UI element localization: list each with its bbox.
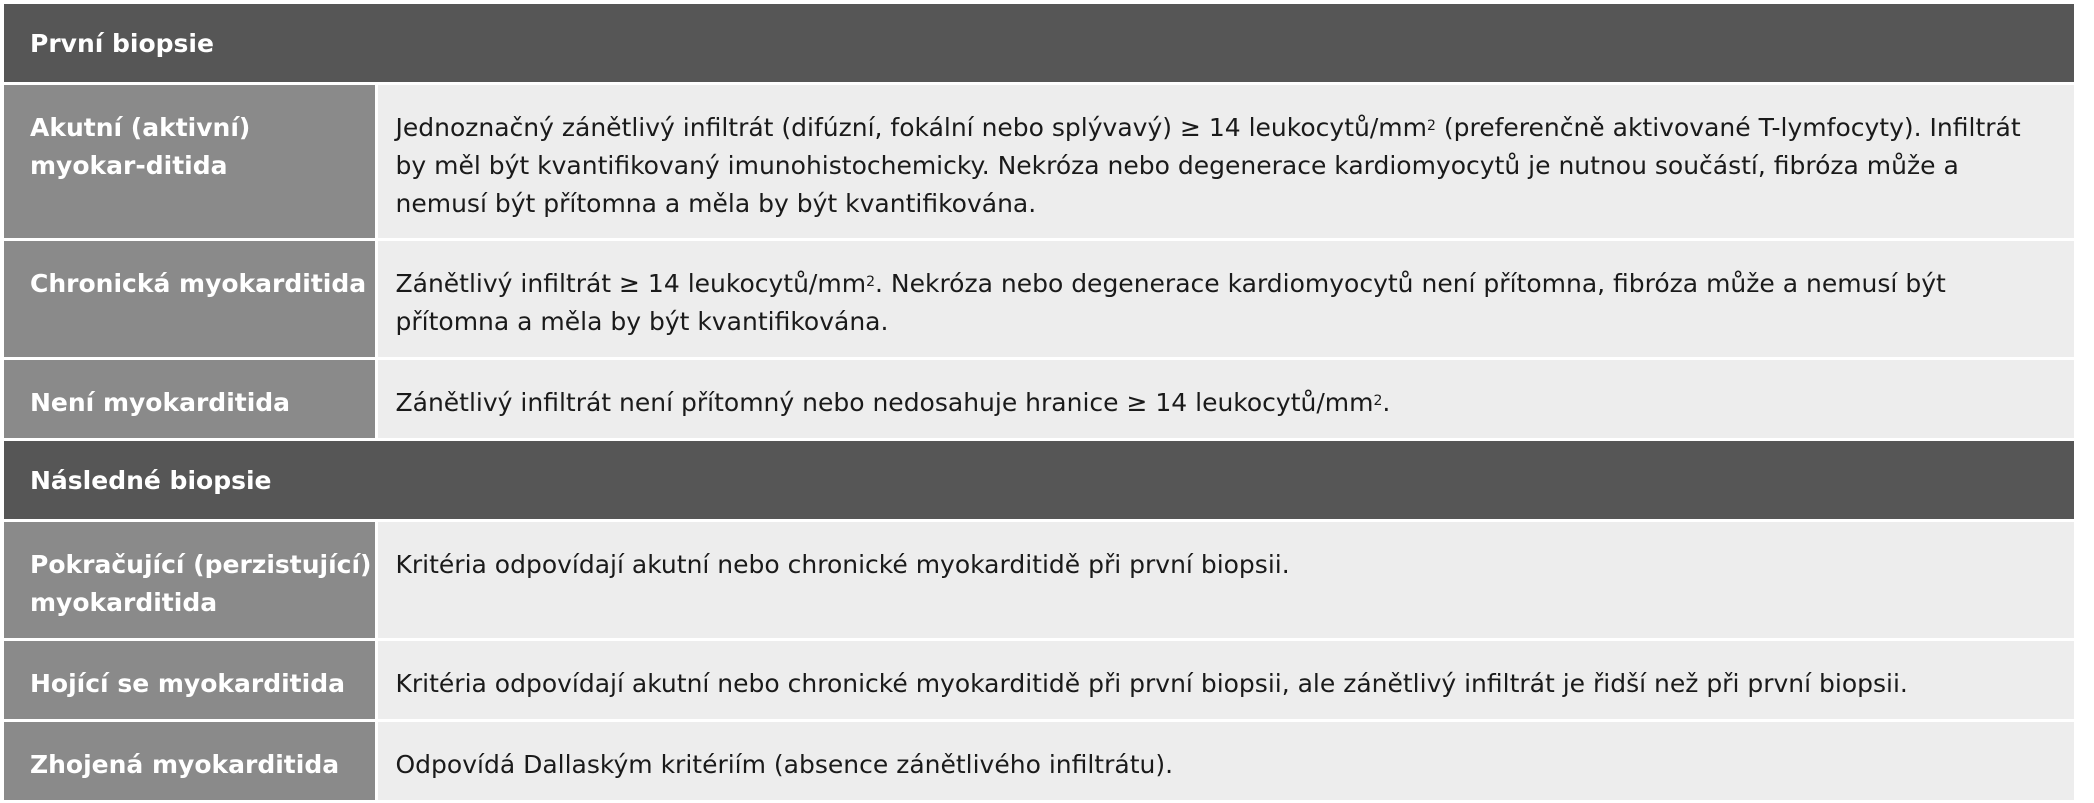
row-label: Zhojená myokarditida xyxy=(4,721,376,802)
row-label: Není myokarditida xyxy=(4,359,376,440)
desc-text: Jednoznačný zánětlivý infiltrát (difúzní, fokální nebo splývavý) ≥ 14 leukocytů/mm xyxy=(395,113,1427,142)
desc-text: Kritéria odpovídají akutní nebo chronické myokarditidě při první biopsii. xyxy=(395,550,1290,579)
table-row xyxy=(4,640,2074,721)
section-title: Následné biopsie xyxy=(4,440,2074,521)
section-header-row xyxy=(4,4,2074,84)
superscript: 2 xyxy=(866,274,875,290)
table-row xyxy=(4,240,2074,359)
table-row xyxy=(4,359,2074,440)
superscript: 2 xyxy=(1373,393,1383,409)
section-title: První biopsie xyxy=(4,4,2074,84)
desc-text: Odpovídá Dallaským kritériím (absence zánětlivého infiltrátu). xyxy=(395,750,1174,779)
desc-text: . xyxy=(1382,388,1391,417)
criteria-table xyxy=(4,4,2074,803)
table-row xyxy=(4,721,2074,802)
row-label: Chronická myokarditida xyxy=(4,240,376,359)
desc-text: Zánětlivý infiltrát ≥ 14 leukocytů/mm xyxy=(395,269,867,298)
row-description xyxy=(376,84,2074,240)
row-label: Hojící se myokarditida xyxy=(4,640,376,721)
row-description xyxy=(376,359,2074,440)
row-label: Akutní (aktivní) myokar-ditida xyxy=(4,84,376,240)
table-row xyxy=(4,84,2074,240)
section-header-row xyxy=(4,440,2074,521)
row-label: Pokračující (perzistující) myokarditida xyxy=(4,521,376,640)
desc-text: Zánětlivý infiltrát není přítomný nebo nedosahuje hranice ≥ 14 leukocytů/mm xyxy=(395,388,1374,417)
row-description xyxy=(376,240,2074,359)
table-row xyxy=(4,521,2074,640)
desc-text: Kritéria odpovídají akutní nebo chronické myokarditidě při první biopsii, ale zánětlivý infiltrát je řidší než při první biopsii. xyxy=(395,669,1908,698)
desc-text: . Nekróza nebo degenerace kardiomyocytů není přítomna, fibróza může a nemusí být přítomna a měla by být kvantifikována. xyxy=(395,269,1946,336)
superscript: 2 xyxy=(1426,118,1436,134)
row-description xyxy=(376,521,2074,640)
row-description xyxy=(376,721,2074,802)
desc-text: (preferenčně aktivované T-lymfocyty). Infiltrát by měl být kvantifikovaný imunohistochemicky. Nekróza nebo degenerace kardiomyocytů je nutnou součástí, fibróza může a nemusí být přítomna a měla by být kvantifikována. xyxy=(395,113,2021,218)
row-description xyxy=(376,640,2074,721)
